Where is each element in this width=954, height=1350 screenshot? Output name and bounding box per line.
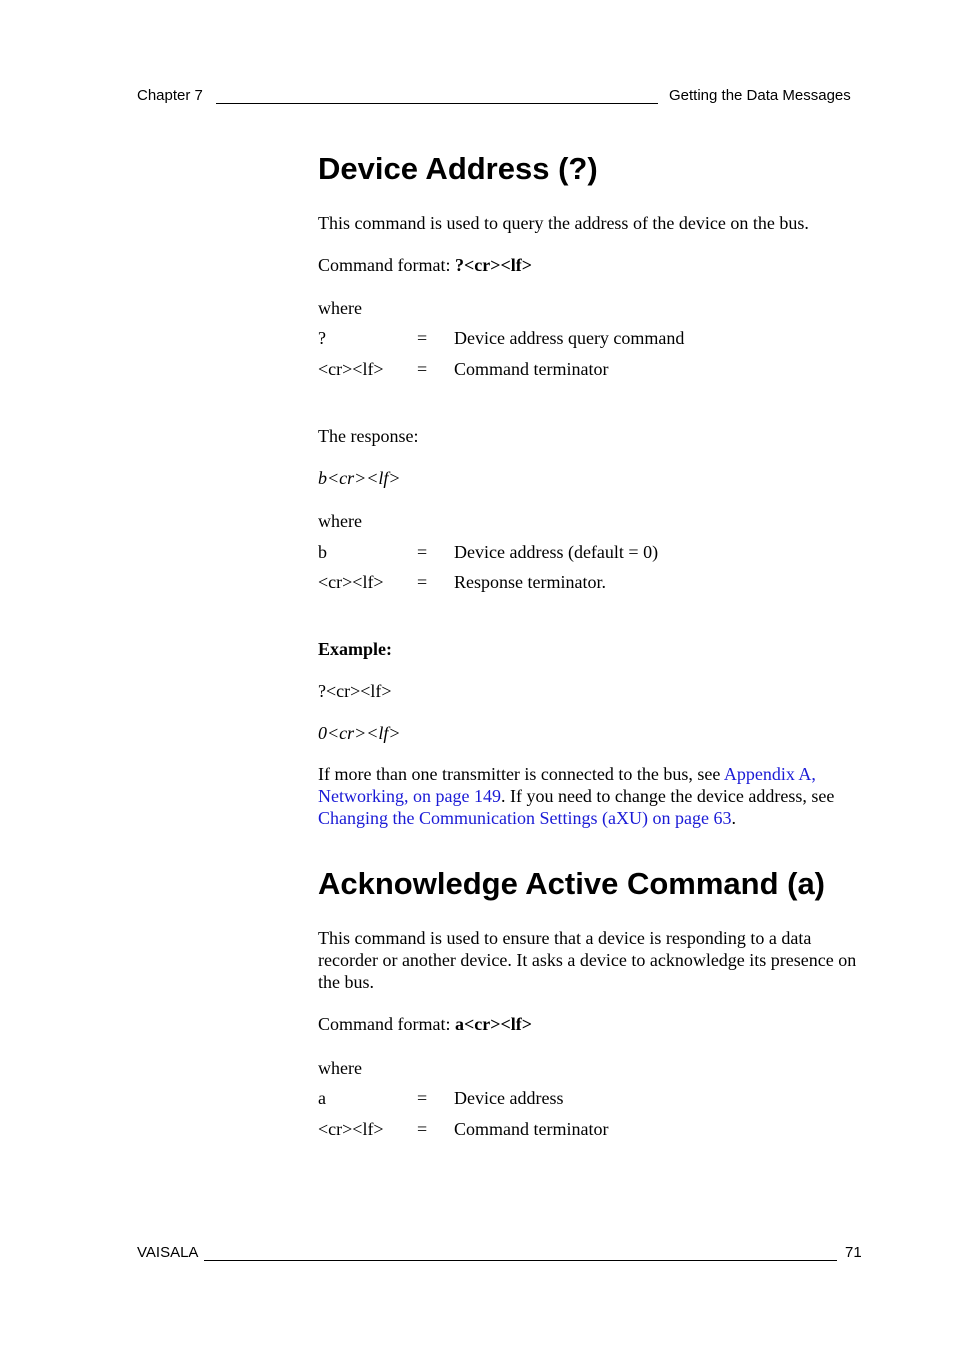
footer-page-number: 71 bbox=[845, 1244, 862, 1261]
communication-settings-link[interactable]: Changing the Communication Settings (aXU) on page 63 bbox=[318, 808, 732, 828]
command-format-value: ?<cr><lf> bbox=[454, 255, 532, 275]
where-description: Device address (default = 0) bbox=[454, 542, 659, 562]
acknowledge-where-label: where bbox=[318, 1058, 362, 1078]
where-term: <cr><lf> bbox=[318, 572, 384, 592]
where-description: Response terminator. bbox=[454, 572, 606, 592]
where-equals: = bbox=[417, 359, 428, 379]
networking-note bbox=[318, 763, 863, 829]
where-term: <cr><lf> bbox=[318, 359, 384, 379]
device-address-intro: This command is used to query the address of the device on the bus. bbox=[318, 213, 809, 233]
header-chapter: Chapter 7 bbox=[137, 87, 203, 104]
command-format-value: a<cr><lf> bbox=[454, 1014, 532, 1034]
device-address-where-label: where bbox=[318, 298, 362, 318]
example-command: ?<cr><lf> bbox=[318, 681, 392, 701]
command-format-label: Command format: bbox=[318, 1014, 455, 1034]
where-equals: = bbox=[417, 328, 428, 348]
acknowledge-active-intro: This command is used to ensure that a device is responding to a data recorder or another device. It asks a device to acknowledge its presence on the bus. bbox=[318, 928, 857, 992]
response-format-value: b<cr><lf> bbox=[318, 468, 401, 488]
example-label bbox=[318, 638, 392, 660]
note-text: . If you need to change the device address, see bbox=[500, 786, 835, 806]
example-label-text: Example: bbox=[318, 639, 392, 659]
where-term: a bbox=[318, 1088, 326, 1108]
where-term: ? bbox=[318, 328, 326, 348]
header-rule bbox=[216, 103, 658, 104]
note-text: . bbox=[731, 808, 736, 828]
example-response-text: 0<cr><lf> bbox=[318, 723, 401, 743]
example-response bbox=[318, 722, 401, 744]
footer-rule bbox=[204, 1260, 837, 1261]
where-term: b bbox=[318, 542, 327, 562]
where-equals: = bbox=[417, 1088, 428, 1108]
note-text: If more than one transmitter is connected to the bus, see bbox=[318, 764, 724, 784]
acknowledge-active-title: Acknowledge Active Command (a) bbox=[318, 866, 826, 901]
acknowledge-command-format bbox=[318, 1013, 532, 1035]
where-description: Device address bbox=[454, 1088, 564, 1108]
response-where-label: where bbox=[318, 511, 362, 531]
where-equals: = bbox=[417, 542, 428, 562]
where-description: Device address query command bbox=[454, 328, 685, 348]
response-format bbox=[318, 467, 401, 489]
where-equals: = bbox=[417, 572, 428, 592]
where-term: <cr><lf> bbox=[318, 1119, 384, 1139]
footer-company: VAISALA bbox=[137, 1244, 199, 1261]
command-format-label: Command format: bbox=[318, 255, 455, 275]
response-label: The response: bbox=[318, 426, 419, 446]
header-section: Getting the Data Messages bbox=[669, 87, 851, 104]
device-address-command-format bbox=[318, 254, 532, 276]
where-description: Command terminator bbox=[454, 359, 609, 379]
device-address-title: Device Address (?) bbox=[318, 151, 598, 186]
where-description: Command terminator bbox=[454, 1119, 609, 1139]
appendix-a-link[interactable]: Appendix A, Networking, on page 149 bbox=[318, 764, 816, 806]
where-equals: = bbox=[417, 1119, 428, 1139]
